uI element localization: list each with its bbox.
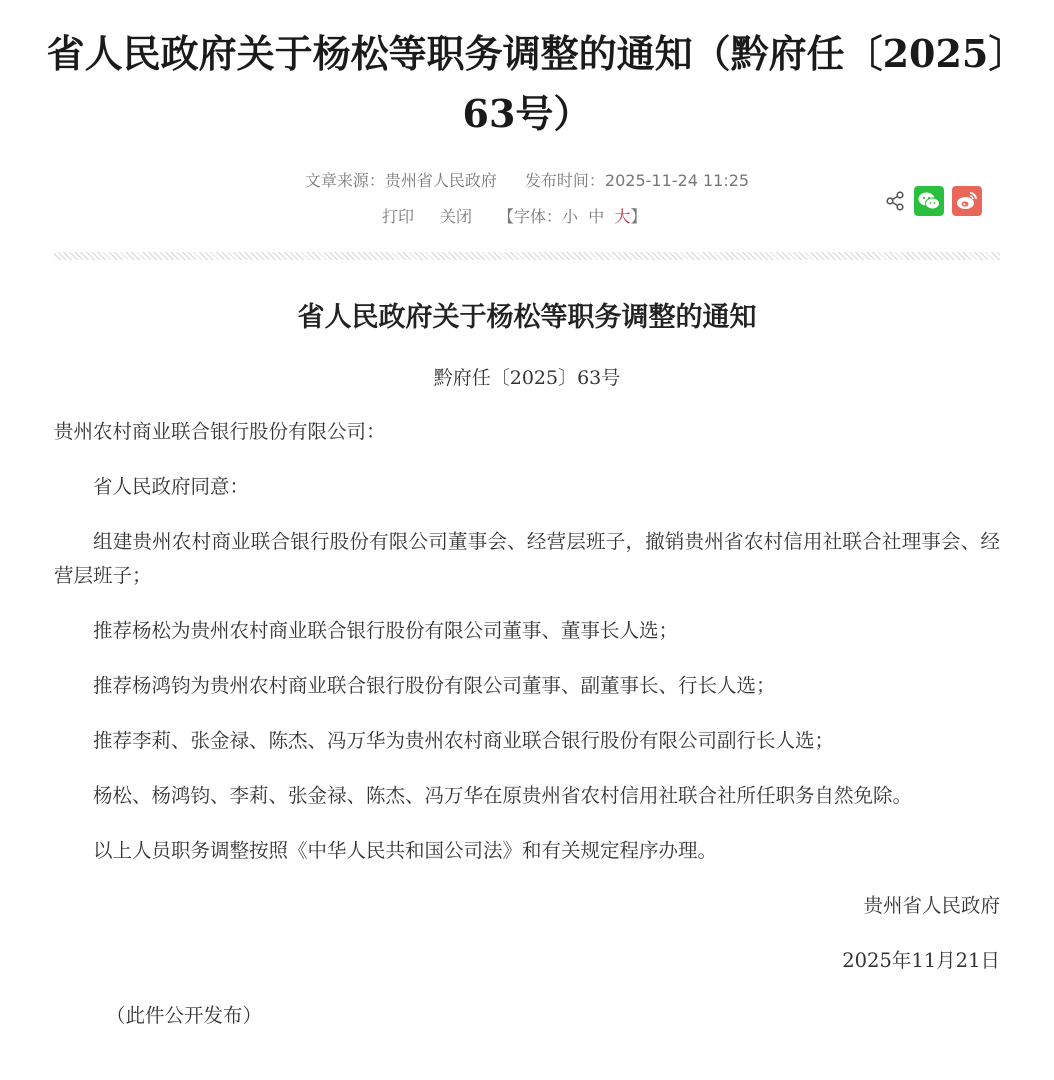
body-paragraph: 省人民政府同意： — [93, 475, 250, 498]
font-large-link[interactable]: 大 — [614, 207, 631, 226]
body-paragraph: 推荐杨鸿钧为贵州农村商业联合银行股份有限公司董事、副董事长、行长人选； — [93, 674, 776, 697]
source-value: 贵州省人民政府 — [384, 171, 497, 190]
body-paragraph: 以上人员职务调整按照《中华人民共和国公司法》和有关规定程序办理。 — [93, 839, 718, 862]
public-note: （此件公开发布） — [106, 1004, 263, 1027]
body-paragraph: 推荐杨松为贵州农村商业联合银行股份有限公司董事、董事长人选； — [93, 619, 679, 642]
font-size-open: 【字体： — [498, 207, 563, 226]
source-label: 文章来源： — [304, 171, 385, 190]
document-number: 黔府任〔2025〕63号 — [433, 367, 621, 389]
header-divider — [54, 252, 1000, 260]
signature: 贵州省人民政府 — [863, 894, 1000, 917]
font-size-close: 】 — [630, 207, 647, 226]
font-medium-link[interactable]: 中 — [588, 207, 605, 226]
body-paragraph: 组建贵州农村商业联合银行股份有限公司董事会、经营层班子，撤销贵州省农村信用社联合社理事会、经营层班子； — [54, 530, 1000, 587]
body-paragraph: 推荐李莉、张金禄、陈杰、冯万华为贵州农村商业联合银行股份有限公司副行长人选； — [93, 729, 835, 752]
signature-date: 2025年11月21日 — [842, 949, 1000, 972]
weibo-icon — [955, 190, 979, 212]
font-small-link[interactable]: 小 — [562, 207, 579, 226]
addressee: 贵州农村商业联合银行股份有限公司： — [54, 420, 386, 443]
print-link[interactable]: 打印 — [382, 207, 415, 226]
weibo-share-button[interactable] — [952, 186, 982, 216]
share-icon[interactable] — [884, 186, 906, 216]
wechat-icon — [917, 190, 941, 212]
publish-time-value: 2025-11-24 11:25 — [604, 171, 750, 190]
wechat-share-button[interactable] — [914, 186, 944, 216]
page-title: 省人民政府关于杨松等职务调整的通知（黔府任〔2025〕63号） — [46, 31, 1008, 136]
publish-time-label: 发布时间： — [524, 171, 605, 190]
body-paragraph: 杨松、杨鸿钧、李莉、张金禄、陈杰、冯万华在原贵州省农村信用社联合社所任职务自然免除。 — [93, 784, 913, 807]
document-body — [54, 415, 1000, 1054]
close-link[interactable]: 关闭 — [440, 207, 473, 226]
share-bar — [884, 186, 982, 216]
document-title: 省人民政府关于杨松等职务调整的通知 — [297, 302, 757, 333]
article-tools — [382, 204, 646, 227]
